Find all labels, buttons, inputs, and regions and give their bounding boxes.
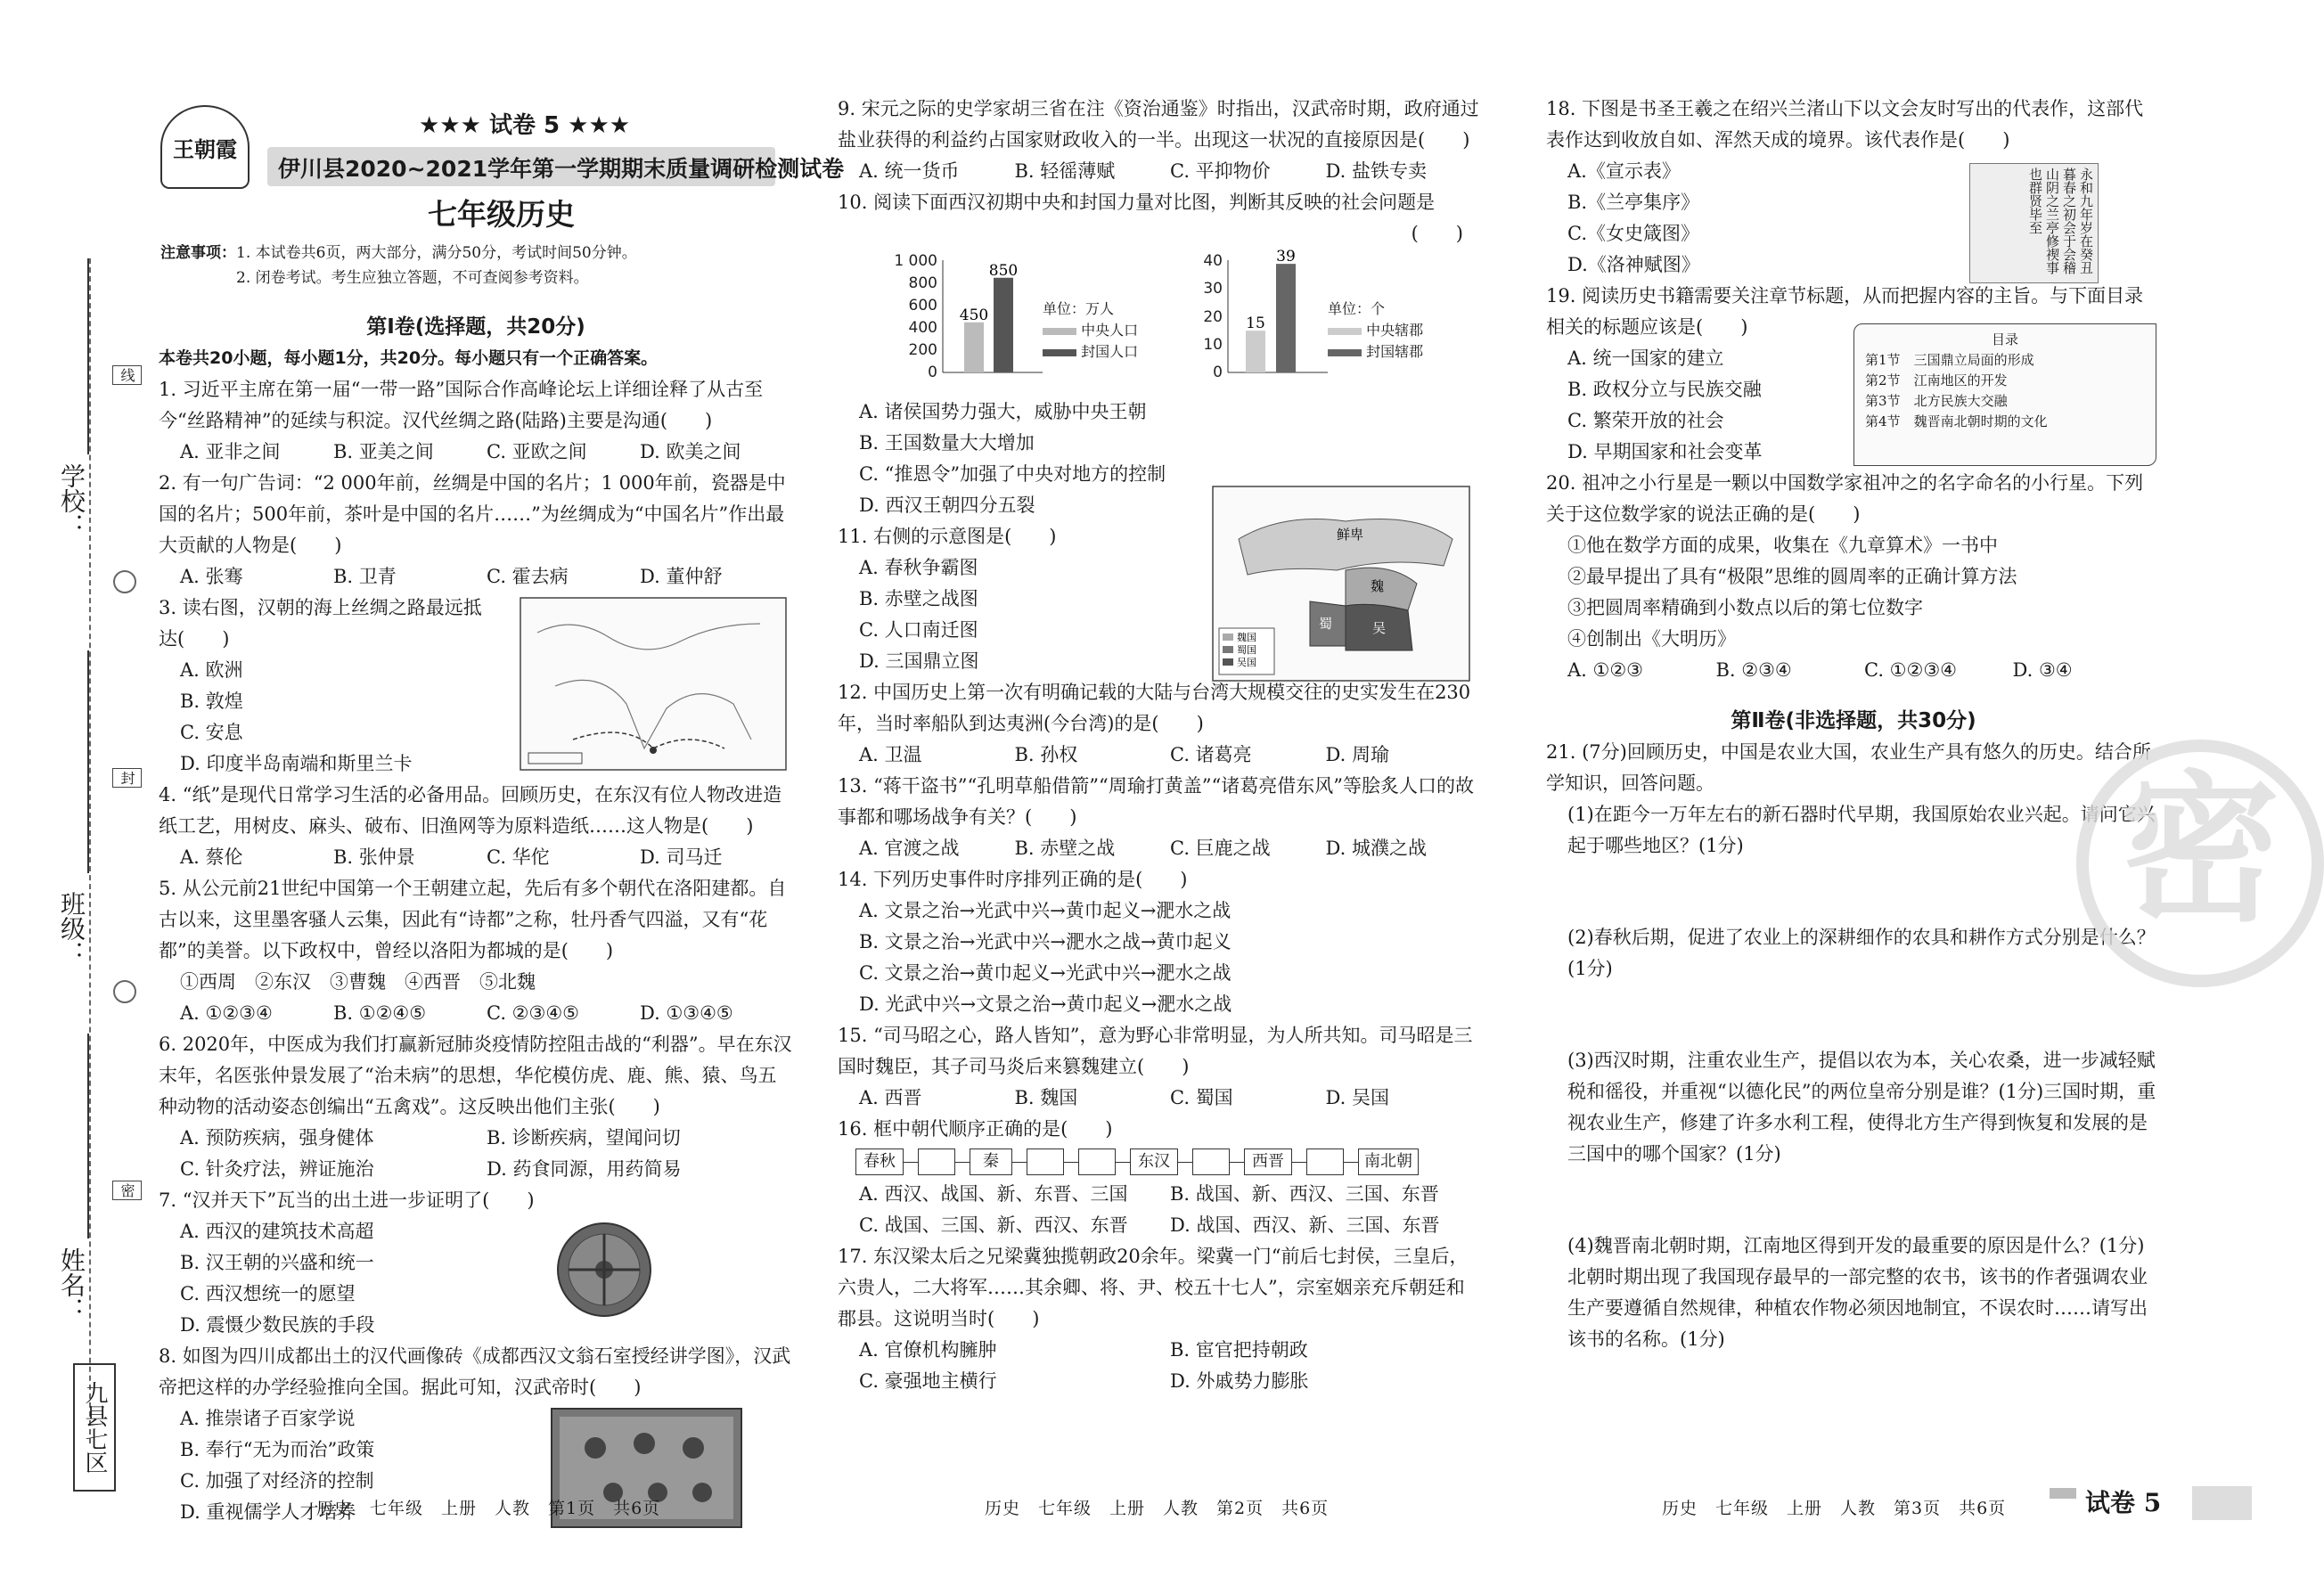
option[interactable]: C. 文景之治→黄巾起义→光武中兴→淝水之战 <box>859 962 1232 984</box>
cmd-tick: 40 <box>1203 252 1223 270</box>
q9-options <box>838 156 1481 187</box>
option[interactable]: D. 董仲舒 <box>640 566 723 587</box>
footer-page-3: 历史 七年级 上册 人教 第3页 共6页 <box>1662 1499 2007 1518</box>
q7-options <box>159 1216 793 1341</box>
note-2: 2. 闭卷考试。考生应独立答题，不可查阅参考资料。 <box>236 269 589 287</box>
class-label: 班级： <box>57 891 86 966</box>
option[interactable]: A. ①②③④ <box>180 1002 273 1024</box>
cmd-tick: 0 <box>1213 364 1223 381</box>
binding-hole <box>113 570 136 593</box>
seq-box: 春秋 <box>855 1148 904 1175</box>
toc-row: 第3节 北方民族大交融 <box>1865 393 2008 409</box>
option[interactable]: B.《兰亭集序》 <box>1567 192 1700 213</box>
class-field[interactable] <box>87 650 89 873</box>
question-7: 7. “汉并天下”瓦当的出土进一步证明了( ) <box>159 1189 535 1211</box>
seq-box: 秦 <box>970 1148 1012 1175</box>
question-18: 18. 下图是书圣王羲之在绍兴兰渚山下以文会友时写出的代表作，这部代表作达到收放自如、浑然天成的境界。该代表作是( ) <box>1546 98 2144 151</box>
question-5: 5. 从公元前21世纪中国第一个王朝建立起，先后有多个朝代在洛阳建都。自古以来，这里墨客骚人云集，因此有“诗都”之称，牡丹香气四溢，又有“花都”的美誉。以下政权中，曾经以洛阳为都城的是( ) <box>159 878 787 961</box>
option[interactable]: C. 安息 <box>180 722 243 743</box>
value-label-central-commanderies: 15 <box>1246 315 1265 333</box>
commandery-chart <box>1194 249 1337 392</box>
option[interactable]: A. 官渡之战 <box>859 838 960 859</box>
q5-options <box>159 998 793 1029</box>
option[interactable]: B. 王国数量大大增加 <box>859 432 1035 454</box>
option[interactable]: D. 印度半岛南端和斯里兰卡 <box>180 753 413 774</box>
toc-scroll <box>1853 323 2156 466</box>
option[interactable]: B. 张仲景 <box>333 846 415 868</box>
option[interactable]: D. 吴国 <box>1325 1087 1389 1108</box>
column-3 <box>1546 94 2161 1355</box>
question-3-block <box>159 593 793 780</box>
q6-options <box>159 1123 793 1185</box>
q20-options <box>1546 655 2161 686</box>
seal-mark-mi: 密 <box>112 1181 142 1200</box>
q2-options <box>159 561 793 593</box>
option[interactable]: B. 诊断疾病，望闻问切 <box>487 1127 681 1148</box>
question-18-block <box>1546 94 2161 281</box>
q21-sub-2: (2)春秋后期，促进了农业上的深耕细作的农具和耕作方式分别是什么？(1分) <box>1567 927 2156 979</box>
option[interactable]: A. 西晋 <box>859 1087 922 1108</box>
question-17: 17. 东汉梁太后之兄梁冀独揽朝政20余年。梁冀一门“前后七封侯，三皇后，六贵人，二大将军……其余卿、将、尹、校五十七人”，宗室姻亲充斥朝廷和郡县。这说明当时( ) <box>838 1246 1469 1329</box>
q10-chart <box>838 249 1481 396</box>
map-label-wu: 吴 <box>1372 620 1387 636</box>
option[interactable]: A. ①②③ <box>1567 659 1643 681</box>
pop-tick: 0 <box>928 364 937 381</box>
pop-tick: 600 <box>908 297 937 315</box>
question-4: 4. “纸”是现代日常学习生活的必备用品。回顾历史，在东汉有位人物改进造纸工艺，用树皮、麻头、破布、旧渔网等为原料造纸……这人物是( ) <box>159 784 782 837</box>
cmd-tick: 10 <box>1203 336 1223 354</box>
option[interactable]: D. 司马迁 <box>640 846 723 868</box>
option[interactable]: D. 欧美之间 <box>640 441 741 462</box>
question-8: 8. 如图为四川成都出土的汉代画像砖《成都西汉文翁石室授经讲学图》，汉武帝把这样的办学经验推向全国。据此可知，汉武帝时( ) <box>159 1345 791 1398</box>
wadang-tile-image <box>555 1221 653 1319</box>
option[interactable]: A. 西汉的建筑技术高超 <box>180 1221 374 1242</box>
answer-space[interactable] <box>1546 985 2161 1045</box>
toc-title: 目录 <box>1991 331 2018 347</box>
option[interactable]: C.《女史箴图》 <box>1567 223 1699 244</box>
legend-wu: 吴国 <box>1237 657 1256 668</box>
notes <box>160 241 637 290</box>
q21-sub-4: (4)魏晋南北朝时期，江南地区得到开发的最重要的原因是什么？(1分)北朝时期出现了我国现存最早的一部完整的农书，该书的作者强调农业生产要遵循自然规律，种植农作物必须因地制宜，不误农时……请写出该书的名称。(1分) <box>1567 1235 2148 1350</box>
q21-sub-1: (1)在距今一万年左右的新石器时代早期，我国原始农业兴起。请问它兴起于哪些地区？(1分) <box>1567 804 2156 856</box>
cmd-tick: 20 <box>1203 308 1223 326</box>
option[interactable]: D. 早期国家和社会变革 <box>1567 441 1763 462</box>
option[interactable]: A. 西汉、战国、新、东晋、三国 <box>859 1183 1128 1205</box>
notes-title: 注意事项： <box>160 244 236 262</box>
q21-sub-3: (3)西汉时期，注重农业生产，提倡以农为本，关心农桑，进一步减轻赋税和徭役，并重视“以德化民”的两位皇帝分别是谁？(1分)三国时期，重视农业生产，修建了许多水利工程，使得北方生产得到恢复和发展的是三国中的哪个国家？(1分) <box>1567 1050 2156 1165</box>
toc-row: 第2节 江南地区的开发 <box>1865 372 2008 388</box>
cmd-legend <box>1328 298 1423 363</box>
option[interactable]: D. 光武中兴→文景之治→黄巾起义→淝水之战 <box>859 993 1232 1015</box>
paper-label: ★★★ 试卷 5 ★★★ <box>419 112 631 139</box>
option[interactable]: D. 震慑少数民族的手段 <box>180 1314 375 1336</box>
option[interactable]: A. 预防疾病，强身健体 <box>180 1127 374 1148</box>
question-1: 1. 习近平主席在第一届“一带一路”国际合作高峰论坛上详细诠释了从古至今“丝路精神”的延续与积淀。汉代丝绸之路(陆路)主要是沟通( ) <box>159 379 764 431</box>
blank-box[interactable] <box>1306 1148 1344 1175</box>
option[interactable]: B. 政权分立与民族交融 <box>1567 379 1762 400</box>
question-13: 13. “蒋干盗书”“孔明草船借箭”“周瑜打黄盖”“诸葛亮借东风”等脍炙人口的故事都和哪场战争有关？( ) <box>838 775 1474 828</box>
option[interactable]: B. 卫青 <box>333 566 397 587</box>
q16-options <box>838 1179 1481 1241</box>
map-label-xianbei: 鲜卑 <box>1337 527 1364 543</box>
subject-title: 七年级历史 <box>428 197 575 232</box>
publisher-logo <box>160 105 250 189</box>
q1-options <box>159 437 793 468</box>
cut-line <box>89 258 91 1443</box>
option[interactable]: D. 战国、西汉、新、三国、东晋 <box>1170 1214 1440 1236</box>
q12-options <box>838 740 1481 771</box>
option[interactable]: B. 赤壁之战图 <box>859 588 978 609</box>
option[interactable]: B. 亚美之间 <box>333 441 434 462</box>
answer-space[interactable] <box>1546 862 2161 922</box>
question-19: 19. 阅读历史书籍需要关注章节标题，从而把握内容的主旨。与下面目录相关的标题应该是( ) <box>1546 285 2144 338</box>
option[interactable]: A. 统一货币 <box>859 160 960 182</box>
map-label-shu: 蜀 <box>1319 616 1333 632</box>
column-2 <box>838 94 1481 1397</box>
legend-fief-pop: 封国人口 <box>1081 343 1139 360</box>
option[interactable]: D. ③④ <box>2012 659 2073 681</box>
q16-sequence <box>838 1148 1481 1175</box>
bar-fief-population <box>994 278 1013 372</box>
question-11-block <box>838 521 1481 677</box>
footer-deco-block <box>2192 1486 2252 1520</box>
map-label-wei: 魏 <box>1371 578 1385 594</box>
pop-unit: 单位：万人 <box>1043 300 1115 317</box>
option[interactable]: C. 繁荣开放的社会 <box>1567 410 1724 431</box>
name-field[interactable] <box>87 1034 89 1238</box>
footer-page-2: 历史 七年级 上册 人教 第2页 共6页 <box>985 1499 1330 1518</box>
option[interactable]: A. 春秋争霸图 <box>859 557 978 578</box>
pop-tick: 200 <box>908 341 937 359</box>
seq-box: 西晋 <box>1244 1148 1292 1175</box>
bar-central-population <box>964 323 984 372</box>
exam-title: 伊川县2020~2021学年第一学期期末质量调研检测试卷 <box>278 156 845 182</box>
option[interactable]: A.《宣示表》 <box>1567 160 1681 182</box>
footer-page-1: 历史 七年级 上册 人教 第1页 共6页 <box>316 1499 661 1518</box>
statement: ①他在数学方面的成果，收集在《九章算术》一书中 <box>1567 535 1998 556</box>
question-16: 16. 框中朝代顺序正确的是( ) <box>838 1118 1113 1140</box>
option[interactable]: C. “推恩令”加强了中央对地方的控制 <box>859 463 1166 485</box>
option[interactable]: C. 加强了对经济的控制 <box>180 1470 374 1492</box>
option[interactable]: A. 欧洲 <box>180 659 243 681</box>
value-label-central-population: 450 <box>959 306 989 324</box>
option[interactable]: D. 药食同源，用药简易 <box>487 1158 682 1180</box>
part1-title: 第Ⅰ卷(选择题，共20分) <box>366 315 585 339</box>
part1-desc: 本卷共20小题，每小题1分，共20分。每小题只有一个正确答案。 <box>159 348 659 368</box>
question-21: 21. (7分)回顾历史，中国是农业大国，农业生产具有悠久的历史。结合所学知识，回答问题。 <box>1546 741 2151 794</box>
q4-options <box>159 842 793 873</box>
option[interactable]: B. 魏国 <box>1014 1087 1078 1108</box>
question-2: 2. 有一句广告词：“2 000年前，丝绸是中国的名片；1 000年前，瓷器是中国的名片；500年前，茶叶是中国的名片……”为丝绸成为“中国名片”作出最大贡献的人物是( ) <box>159 472 786 556</box>
question-12: 12. 中国历史上第一次有明确记载的大陆与台湾大规模交往的史实发生在230年，当时率船队到达夷洲(今台湾)的是( ) <box>838 682 1471 734</box>
option[interactable]: C. 战国、三国、新、西汉、东晋 <box>859 1214 1128 1236</box>
option[interactable]: B. 轻徭薄赋 <box>1014 160 1116 182</box>
option[interactable]: A. 诸侯国势力强大，威胁中央王朝 <box>859 401 1147 422</box>
confidential-stamp: 密 <box>2076 740 2324 987</box>
seal-mark-xian: 线 <box>112 365 142 385</box>
option[interactable]: B. ①②④⑤ <box>333 1002 427 1024</box>
option[interactable]: C. 针灸疗法，辨证施治 <box>180 1158 374 1180</box>
statement: ③把圆周率精确到小数点以后的第七位数字 <box>1567 597 1923 618</box>
option[interactable]: D. 重视儒学人才培养 <box>180 1501 356 1523</box>
pop-tick: 400 <box>908 319 937 337</box>
option[interactable]: C. 豪强地主横行 <box>859 1370 997 1392</box>
toc-row: 第4节 魏晋南北朝时期的文化 <box>1865 413 2048 429</box>
option[interactable]: A. 亚非之间 <box>180 441 281 462</box>
column-1 <box>159 312 793 1528</box>
option[interactable]: A. 蔡伦 <box>180 846 243 868</box>
option[interactable]: D. 外戚势力膨胀 <box>1170 1370 1309 1392</box>
option[interactable]: C. 西汉想统一的愿望 <box>180 1283 356 1304</box>
option[interactable]: D. ①③④⑤ <box>640 1002 733 1024</box>
option[interactable]: C. ②③④⑤ <box>487 1002 579 1024</box>
q10-paren: ( ) <box>1411 223 1463 244</box>
option[interactable]: C. 诸葛亮 <box>1170 744 1252 765</box>
q20-items <box>1546 530 2161 655</box>
statement: ②最早提出了具有“极限”思维的圆周率的正确计算方法 <box>1567 566 2017 587</box>
part2-title: 第Ⅱ卷(非选择题，共30分) <box>1731 709 1976 732</box>
q17-options <box>838 1335 1481 1397</box>
option[interactable]: A. 官僚机构臃肿 <box>859 1339 997 1361</box>
option[interactable]: B. 战国、新、西汉、三国、东晋 <box>1170 1183 1439 1205</box>
calligraphy-image: 永和九年岁在癸丑暮春之初会于会稽山阴之兰亭修禊事也群贤毕至 <box>1969 163 2099 283</box>
legend-central-pop: 中央人口 <box>1081 322 1139 339</box>
binding-hole <box>113 980 136 1003</box>
question-6: 6. 2020年，中医成为我们打赢新冠肺炎疫情防控阻击战的“利器”。早在东汉末年，名医张仲景发展了“治未病”的思想，华佗模仿虎、鹿、熊、猿、鸟五种动物的活动姿态创编出“五禽戏”。这反映出他们主张( ) <box>159 1034 792 1117</box>
option[interactable]: C. 蜀国 <box>1170 1087 1233 1108</box>
value-label-fief-commanderies: 39 <box>1276 248 1296 266</box>
silk-road-map <box>520 597 787 771</box>
option[interactable]: D. 三国鼎立图 <box>859 650 979 672</box>
commandery-axis <box>1203 252 1223 381</box>
option[interactable]: D.《洛神赋图》 <box>1567 254 1700 275</box>
pop-legend <box>1043 298 1138 363</box>
region-box: 九县七区 <box>73 1363 116 1492</box>
question-3: 3. 读右图，汉朝的海上丝绸之路最远抵达( ) <box>159 597 482 650</box>
blank-box[interactable] <box>1192 1148 1230 1175</box>
question-14: 14. 下列历史事件时序排列正确的是( ) <box>838 869 1188 890</box>
option[interactable]: D. 城濮之战 <box>1325 838 1427 859</box>
option[interactable]: C. 亚欧之间 <box>487 441 587 462</box>
name-label: 姓名： <box>57 1247 86 1322</box>
option[interactable]: C. 人口南迁图 <box>859 619 978 641</box>
option[interactable]: B. 汉王朝的兴盛和统一 <box>180 1252 374 1273</box>
q14-options <box>838 895 1481 1020</box>
value-label-fief-population: 850 <box>988 261 1019 280</box>
question-19-block <box>1546 281 2161 468</box>
question-7-block <box>159 1185 793 1341</box>
legend-fief-cmd: 封国辖郡 <box>1366 343 1424 360</box>
q15-options <box>838 1083 1481 1114</box>
statement: ④创制出《大明历》 <box>1567 628 1736 650</box>
legend-central-cmd: 中央辖郡 <box>1366 322 1424 339</box>
cmd-unit: 单位：个 <box>1328 300 1386 317</box>
school-label: 学校： <box>57 463 86 538</box>
seal-mark-feng: 封 <box>112 768 142 788</box>
blank-box[interactable] <box>1027 1148 1064 1175</box>
option[interactable]: D. 盐铁专卖 <box>1325 160 1427 182</box>
option[interactable]: A. 统一国家的建立 <box>1567 347 1724 369</box>
toc-row: 第1节 三国鼎立局面的形成 <box>1865 352 2034 368</box>
option[interactable]: D. 周瑜 <box>1325 744 1389 765</box>
seq-box: 东汉 <box>1130 1148 1178 1175</box>
legend-wei: 魏国 <box>1237 632 1256 643</box>
pop-tick: 1 000 <box>894 252 937 270</box>
answer-space[interactable] <box>1546 1170 2161 1230</box>
question-10: 10. 阅读下面西汉初期中央和封国力量对比图，判断其反映的社会问题是 <box>838 192 1436 213</box>
legend-shu: 蜀国 <box>1237 644 1256 656</box>
question-11: 11. 右侧的示意图是( ) <box>838 526 1057 547</box>
option[interactable]: B. 孙权 <box>1014 744 1078 765</box>
footer-deco <box>2050 1488 2076 1499</box>
seq-box: 南北朝 <box>1358 1148 1419 1175</box>
option[interactable]: A. 文景之治→光武中兴→黄巾起义→淝水之战 <box>859 900 1232 921</box>
option[interactable]: C. ①②③④ <box>1864 659 1957 681</box>
note-1: 1. 本试卷共6页，两大部分，满分50分，考试时间50分钟。 <box>236 244 637 262</box>
school-field[interactable] <box>87 258 89 454</box>
question-20: 20. 祖冲之小行星是一颗以中国数学家祖冲之的名字命名的小行星。下列关于这位数学家的说法正确的是( ) <box>1546 472 2144 525</box>
option[interactable]: C. 霍去病 <box>487 566 569 587</box>
blank-box[interactable] <box>1078 1148 1116 1175</box>
option[interactable]: B. 文景之治→光武中兴→淝水之战→黄巾起义 <box>859 931 1232 952</box>
bar-central-commanderies <box>1246 331 1265 372</box>
option[interactable]: B. 宦官把持朝政 <box>1170 1339 1308 1361</box>
question-15: 15. “司马昭之心，路人皆知”，意为野心非常明显，为人所共知。司马昭是三国时魏臣，其子司马炎后来篡魏建立( ) <box>838 1025 1473 1077</box>
option[interactable]: C. 巨鹿之战 <box>1170 838 1271 859</box>
question-9: 9. 宋元之际的史学家胡三省在注《资治通鉴》时指出，汉武帝时期，政府通过盐业获得的利益约占国家财政收入的一半。出现这一状况的直接原因是( ) <box>838 98 1479 151</box>
option[interactable]: B. 赤壁之战 <box>1014 838 1116 859</box>
option[interactable]: B. ②③④ <box>1715 659 1792 681</box>
cmd-tick: 30 <box>1203 280 1223 298</box>
logo-text: 王朝霞 <box>173 136 237 162</box>
bar-fief-commanderies <box>1276 264 1296 372</box>
option[interactable]: A. 推崇诸子百家学说 <box>180 1408 356 1429</box>
option[interactable]: B. 奉行“无为而治”政策 <box>180 1439 375 1460</box>
option[interactable]: C. 平抑物价 <box>1170 160 1271 182</box>
q5-items: ①西周 ②东汉 ③曹魏 ④西晋 ⑤北魏 <box>180 971 536 993</box>
option[interactable]: D. 西汉王朝四分五裂 <box>859 495 1035 516</box>
population-axis <box>894 252 937 381</box>
pop-tick: 800 <box>908 274 937 292</box>
option[interactable]: A. 卫温 <box>859 744 922 765</box>
q13-options <box>838 833 1481 864</box>
option[interactable]: C. 华佗 <box>487 846 550 868</box>
option[interactable]: B. 敦煌 <box>180 691 243 712</box>
three-kingdoms-map <box>1212 486 1470 682</box>
footer-paper-tag: 试卷 5 <box>2085 1488 2162 1517</box>
blank-box[interactable] <box>918 1148 955 1175</box>
option[interactable]: A. 张骞 <box>180 566 243 587</box>
